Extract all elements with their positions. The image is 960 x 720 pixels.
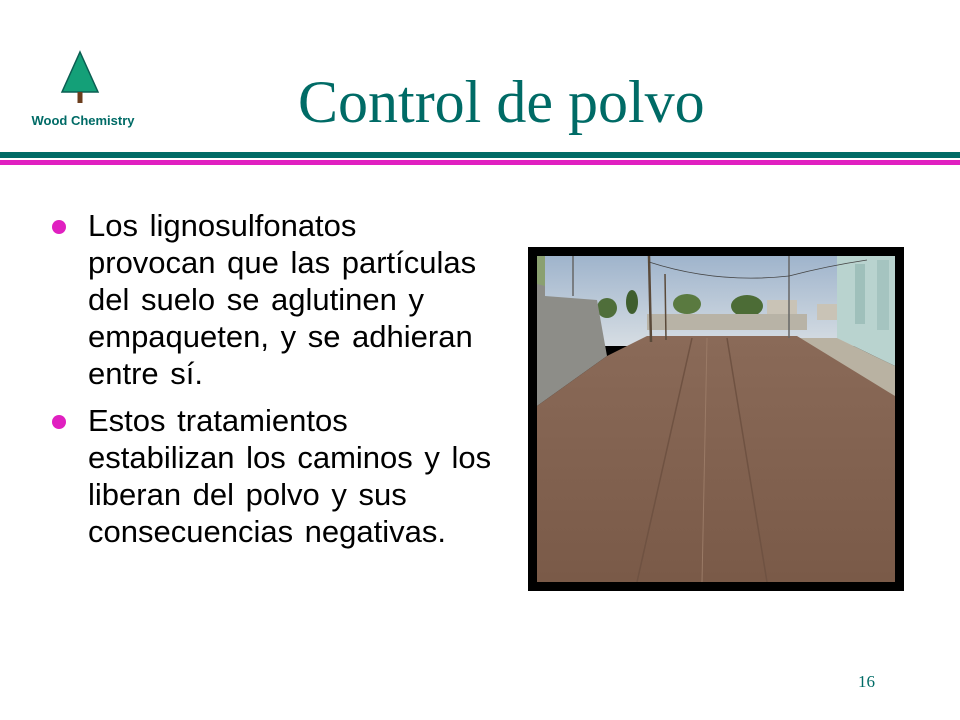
bullet-text: Los lignosulfonatos provocan que las partículas del suelo se aglutinen y empaqueten, y se adhieran entre sí. bbox=[88, 208, 477, 391]
title-divider-teal bbox=[0, 152, 960, 158]
bullet-item bbox=[52, 402, 492, 550]
road-scene-image bbox=[537, 256, 895, 582]
wood-chemistry-logo bbox=[8, 48, 158, 138]
bullet-text: Estos tratamientos estabilizan los caminos y los liberan del polvo y sus consecuencias negativas. bbox=[88, 403, 492, 549]
dirt-road-photo bbox=[528, 247, 904, 591]
title-divider-magenta bbox=[0, 160, 960, 165]
page-number: 16 bbox=[858, 672, 875, 691]
bullet-list bbox=[52, 207, 492, 560]
logo-text: Wood Chemistry bbox=[31, 113, 135, 128]
bullet-dot-icon bbox=[52, 220, 66, 234]
slide-title: Control de polvo bbox=[298, 69, 705, 135]
bullet-dot-icon bbox=[52, 415, 66, 429]
bullet-item bbox=[52, 207, 492, 392]
tree-icon bbox=[60, 50, 100, 104]
